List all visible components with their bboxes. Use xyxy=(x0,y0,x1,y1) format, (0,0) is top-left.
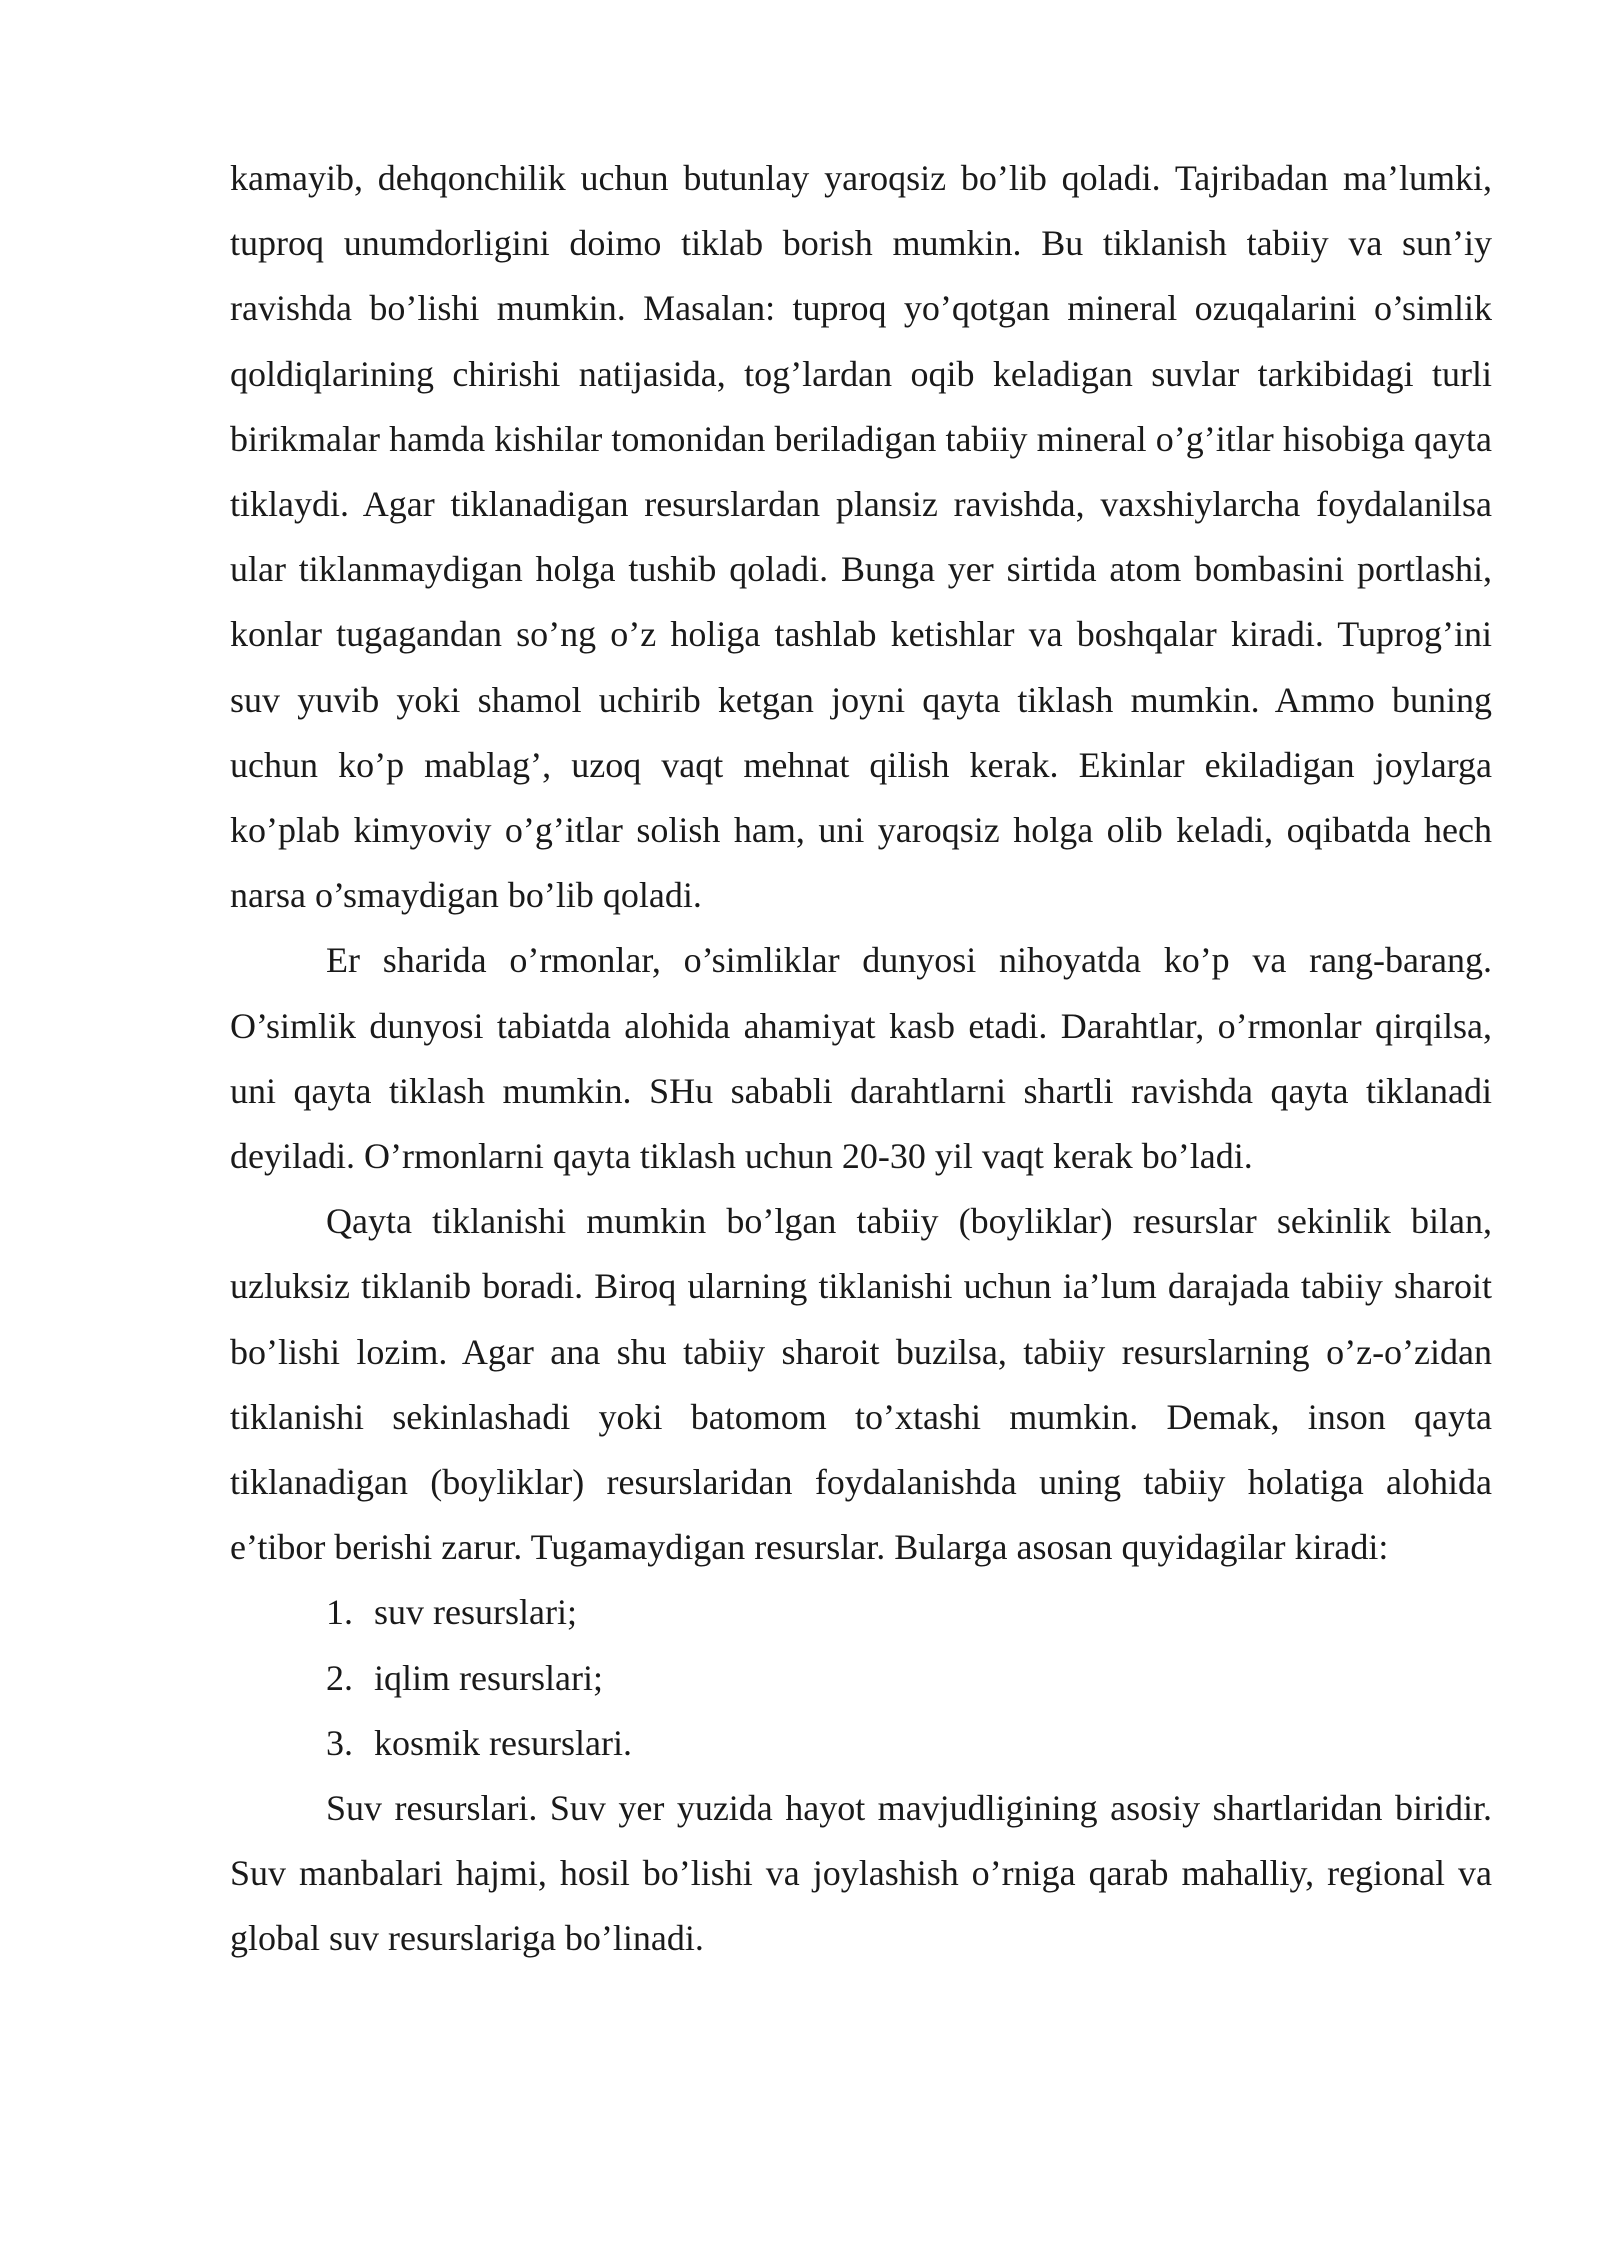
resource-list xyxy=(230,1580,1492,1776)
list-item-text: kosmik resurslari. xyxy=(374,1722,632,1763)
list-item-number: 2. xyxy=(326,1657,353,1698)
list-item xyxy=(326,1711,1492,1776)
paragraph-water-resources: Suv resurslari. Suv yer yuzida hayot mavjudligining asosiy shartlaridan biridir. Suv manbalari hajmi, hosil bo’lishi va joylashish o’rniga qarab mahalliy, regional va global suv resurslariga bo’linadi. xyxy=(230,1788,1492,1959)
paragraph-soil-restoration: kamayib, dehqonchilik uchun butunlay yaroqsiz bo’lib qoladi. Tajribadan ma’lumki, tuproq unumdorligini doimo tiklab borish mumkin. Bu tiklanish tabiiy va sun’iy ravishda bo’lishi mumkin. Masalan: tuproq yo’qotgan mineral ozuqalarini o’simlik qoldiqlarining chirishi natijasida, tog’lardan oqib keladigan suvlar tarkibidagi turli birikmalar hamda kishilar tomonidan beriladigan tabiiy mineral o’g’itlar hisobiga qayta tiklaydi. Agar tiklanadigan resurslardan plansiz ravishda, vaxshiylarcha foydalanilsa ular tiklanmaydigan holga tushib qoladi. Bunga yer sirtida atom bombasini portlashi, konlar tugagandan so’ng o’z holiga tashlab ketishlar va boshqalar kiradi. Tuprog’ini suv yuvib yoki shamol uchirib ketgan joyni qayta tiklash mumkin. Ammo buning uchun ko’p mablag’, uzoq vaqt mehnat qilish kerak. Ekinlar ekiladigan joylarga ko’plab kimyoviy o’g’itlar solish ham, uni yaroqsiz holga olib keladi, oqibatda hech narsa o’smaydigan bo’lib qoladi. xyxy=(230,158,1492,916)
paragraph-forests: Er sharida o’rmonlar, o’simliklar dunyosi nihoyatda ko’p va rang-barang. O’simlik dunyosi tabiatda alohida ahamiyat kasb etadi. Darahtlar, o’rmonlar qirqilsa, uni qayta tiklash mumkin. SHu sababli darahtlarni shartli ravishda qayta tiklanadi deyiladi. O’rmonlarni qayta tiklash uchun 20-30 yil vaqt kerak bo’ladi. xyxy=(230,940,1492,1177)
list-item xyxy=(326,1580,1492,1645)
list-item-number: 3. xyxy=(326,1722,353,1763)
list-item-text: iqlim resurslari; xyxy=(374,1657,603,1698)
document-page xyxy=(230,146,1492,1972)
list-item-text: suv resurslari; xyxy=(374,1592,577,1633)
paragraph-renewable-resources: Qayta tiklanishi mumkin bo’lgan tabiiy (boyliklar) resurslar sekinlik bilan, uzluksiz tiklanib boradi. Biroq ularning tiklanishi uchun ia’lum darajada tabiiy sharoit bo’lishi lozim. Agar ana shu tabiiy sharoit buzilsa, tabiiy resurslarning o’z-o’zidan tiklanishi sekinlashadi yoki batomom to’xtashi mumkin. Demak, inson qayta tiklanadigan (boyliklar) resurslaridan foydalanishda uning tabiiy holatiga alohida e’tibor berishi zarur. Tugamaydigan resurslar. Bularga asosan quyidagilar kiradi: xyxy=(230,1201,1492,1568)
list-item-number: 1. xyxy=(326,1592,353,1633)
list-item xyxy=(326,1646,1492,1711)
